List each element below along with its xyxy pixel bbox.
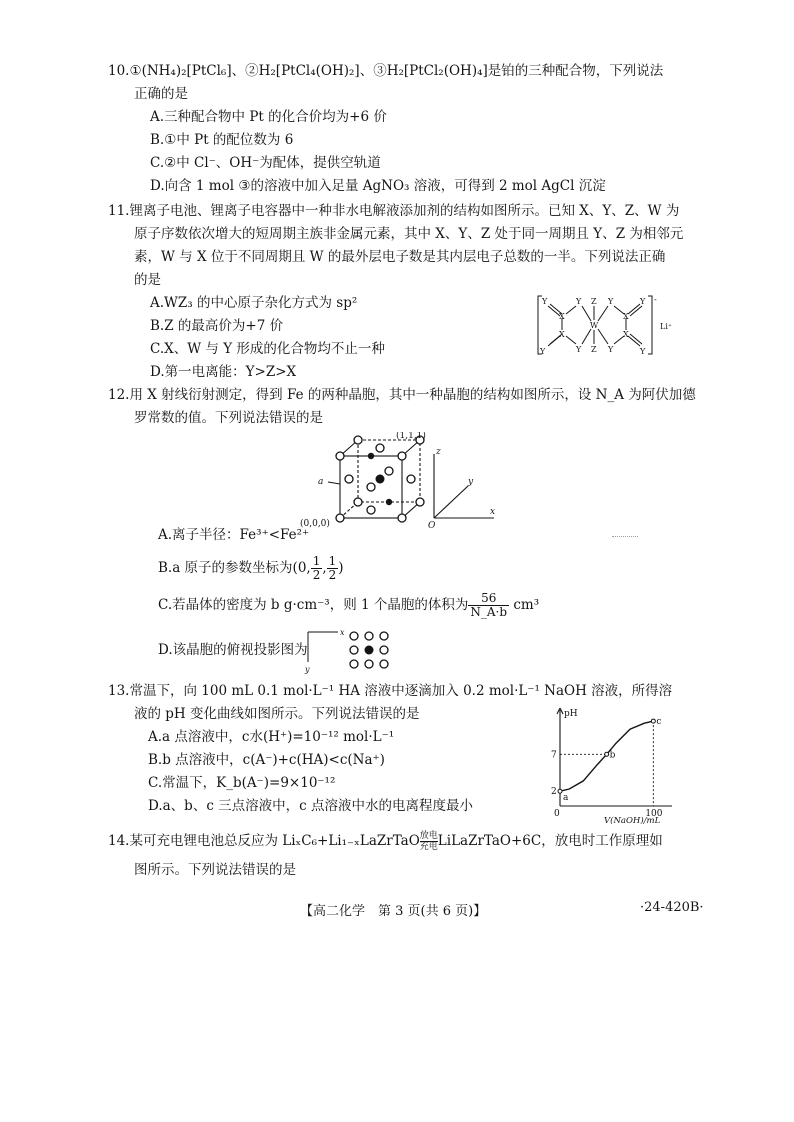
q11-structure-figure xyxy=(536,292,684,358)
reaction-arrow xyxy=(420,831,438,852)
cell-atom xyxy=(354,498,362,506)
struct-atom-x3: X xyxy=(559,330,565,339)
struct-atom-y8: Y xyxy=(640,347,646,356)
axis-label-y: y xyxy=(468,477,474,487)
frac-numerator: 1 xyxy=(312,554,321,568)
cell-atom xyxy=(407,475,415,483)
cell-atom xyxy=(416,498,424,506)
cell-atom xyxy=(336,452,344,460)
q12-cell-figure xyxy=(300,432,510,528)
q10-option-a: A.三种配合物中 Pt 的化合价均为+6 价 xyxy=(150,109,387,125)
q12-option-d: D.该晶胞的俯视投影图为 xyxy=(158,642,308,658)
q13-stem-line-1: 13.常温下，向 100 mL 0.1 mol·L⁻¹ HA 溶液中逐滴加入 0.2 mol·L⁻¹ NaOH 溶液，所得溶 xyxy=(108,683,673,699)
q11-stem-line-4: 的是 xyxy=(134,272,161,288)
frac-numerator: 56 xyxy=(468,592,509,606)
struct-atom-y2: Y xyxy=(576,297,582,306)
q13-option-c: C.常温下，K_b(A⁻)=9×10⁻¹² xyxy=(148,775,336,791)
q12-option-a: A.离子半径：Fe³⁺<Fe²⁺ xyxy=(158,527,310,543)
cell-atom-a xyxy=(345,475,353,483)
question-12 xyxy=(108,384,696,430)
cell-atom xyxy=(385,467,393,475)
q10-option-c: C.②中 Cl⁻、OH⁻为配体，提供空轨道 xyxy=(150,155,381,171)
q10-stem-cont: 正确的是 xyxy=(134,86,188,102)
chart-ylabel: pH xyxy=(564,709,578,719)
chart-point-a xyxy=(558,789,562,793)
chart-point-c xyxy=(651,719,655,723)
arrow-discharge-label: 放电 xyxy=(419,831,438,841)
q13-option-d: D.a、b、c 三点溶液中，c 点溶液中水的电离程度最小 xyxy=(148,798,474,814)
cell-atom xyxy=(367,483,375,491)
q11-option-d: D.第一电离能：Y>Z>X xyxy=(150,364,297,380)
struct-atom-z1: Z xyxy=(591,297,597,306)
struct-atom-x2: X xyxy=(623,312,629,321)
q14-stem-line-1 xyxy=(108,830,668,853)
axis-label-x: x xyxy=(490,507,496,517)
q11-stem-line-2: 原子序数依次增大的短周期主族非金属元素，其中 X、Y、Z 处于同一周期且 Y、Z 为相邻元 xyxy=(134,226,684,242)
q12-option-b-prefix: B.a 原子的参数坐标为(0, xyxy=(158,560,311,576)
cell-atom xyxy=(398,514,406,522)
struct-atom-y7: Y xyxy=(608,345,614,354)
frac-denominator: 2 xyxy=(328,568,337,582)
struct-counter-ion: Li⁺ xyxy=(660,322,673,331)
chart-x-tick-0: 0 xyxy=(554,809,560,819)
footer-page-info: 【高二化学 第 3 页(共 6 页)】 xyxy=(300,904,487,919)
q12-option-b-suffix: ) xyxy=(338,560,344,576)
proj-atom xyxy=(350,646,358,654)
q12-option-c-prefix: C.若晶体的密度为 b g·cm⁻³，则 1 个晶胞的体积为 xyxy=(158,597,469,613)
chart-y-tick-2: 2 xyxy=(551,787,557,798)
proj-atom xyxy=(350,660,358,668)
chart-point-b xyxy=(605,752,609,756)
struct-atom-x4: X xyxy=(623,330,629,339)
proj-atom xyxy=(380,632,388,640)
q11-stem-line-1: 11.锂离子电池、锂离子电容器中一种非水电解液添加剂的结构如图所示。已知 X、Y、Z、W 为 xyxy=(108,203,680,219)
cell-atom xyxy=(376,444,384,452)
q10-option-d: D.向含 1 mol ③的溶液中加入足量 AgNO₃ 溶液，可得到 2 mol AgCl 沉淀 xyxy=(150,178,606,194)
chart-y-tick-7: 7 xyxy=(551,750,557,761)
q12-stem-line-1: 12.用 X 射线衍射测定，得到 Fe 的两种晶胞，其中一种晶胞的结构如图所示，设 N_A 为阿伏加德 xyxy=(108,387,696,403)
cell-atom xyxy=(336,514,344,522)
q11-option-b: B.Z 的最高价为+7 价 xyxy=(150,318,284,334)
frac-denominator: N_A·b xyxy=(470,605,508,619)
arrow-charge-label: 充电 xyxy=(419,842,438,852)
cell-atom xyxy=(398,452,406,460)
proj-atom xyxy=(380,646,388,654)
struct-atom-y4: Y xyxy=(640,297,646,306)
q12-option-c xyxy=(108,592,668,619)
chart-point-label-c: c xyxy=(656,717,662,728)
cell-label-corner: (1,1,1) xyxy=(396,432,426,441)
question-10 xyxy=(108,60,668,198)
frac-denominator: 2 xyxy=(312,568,321,582)
cell-label-a: a xyxy=(318,477,324,487)
axis-label-z: z xyxy=(436,447,441,457)
q10-stem: 10.①(NH₄)₂[PtCl₆]、②H₂[PtCl₄(OH)₂]、③H₂[PtCl₂(OH)₄]是铂的三种配合物，下列说法 xyxy=(108,63,664,79)
proj-atom xyxy=(380,660,388,668)
q12-option-b-sep: , xyxy=(322,560,327,576)
proj-axis-y: y xyxy=(305,665,310,674)
cell-label-origin: (0,0,0) xyxy=(300,519,330,528)
q12-option-b xyxy=(108,555,668,582)
q14-suffix: LiLaZrTaO+6C，放电时工作原理如 xyxy=(437,833,663,849)
struct-atom-y6: Y xyxy=(576,345,582,354)
proj-atom xyxy=(365,660,373,668)
q14-stem-line-2: 图所示。下列说法错误的是 xyxy=(134,862,296,878)
struct-atom-z2: Z xyxy=(591,345,597,354)
q13-option-b: B.b 点溶液中，c(A⁻)+c(HA)<c(Na⁺) xyxy=(148,752,385,768)
chart-point-label-a: a xyxy=(563,793,569,804)
q12-stem-line-2: 罗常数的值。下列说法错误的是 xyxy=(134,410,323,426)
struct-atom-y5: Y xyxy=(540,347,546,356)
proj-atom xyxy=(365,632,373,640)
proj-atom xyxy=(350,632,358,640)
fraction-half xyxy=(327,555,339,582)
struct-atom-w: W xyxy=(590,321,599,330)
struct-atom-y3: Y xyxy=(608,297,614,306)
frac-numerator: 1 xyxy=(328,554,337,568)
chart-point-label-b: b xyxy=(609,750,616,761)
struct-atom-x1: X xyxy=(559,312,565,321)
q13-stem-line-2: 液的 pH 变化曲线如图所示。下列说法错误的是 xyxy=(134,706,420,722)
scan-speck xyxy=(612,536,638,543)
footer-code: ·24-420B· xyxy=(640,900,704,915)
q13-ph-chart xyxy=(548,704,680,824)
q14-prefix: 14.某可充电锂电池总反应为 LiₓC₆+Li₁₋ₓLaZrTaO xyxy=(108,833,420,849)
cell-atom xyxy=(354,436,362,444)
struct-atom-y1: Y xyxy=(542,297,548,306)
axis-label-o: O xyxy=(428,521,436,528)
chart-xlabel: V(NaOH)/mL xyxy=(604,816,661,824)
q13-option-a: A.a 点溶液中，c水(H⁺)=10⁻¹² mol·L⁻¹ xyxy=(148,729,395,745)
q11-option-c: C.X、W 与 Y 形成的化合物均不止一种 xyxy=(150,341,385,357)
chart-x-tick-100: 100 xyxy=(645,809,663,819)
q10-option-b: B.①中 Pt 的配位数为 6 xyxy=(150,132,294,148)
q11-option-a: A.WZ₃ 的中心原子杂化方式为 sp² xyxy=(150,295,358,311)
proj-axis-x: x xyxy=(340,628,345,637)
cell-atom xyxy=(367,506,375,514)
fraction-half xyxy=(311,555,323,582)
q11-stem-line-3: 素，W 与 X 位于不同周期且 W 的最外层电子数是其内层电子总数的一半。下列说法正确 xyxy=(134,249,666,265)
struct-charge: - xyxy=(654,295,657,304)
fraction-volume xyxy=(468,592,509,619)
question-14 xyxy=(108,830,668,882)
q12-option-c-suffix: cm³ xyxy=(513,597,540,613)
q12-projection-figure xyxy=(302,626,392,674)
